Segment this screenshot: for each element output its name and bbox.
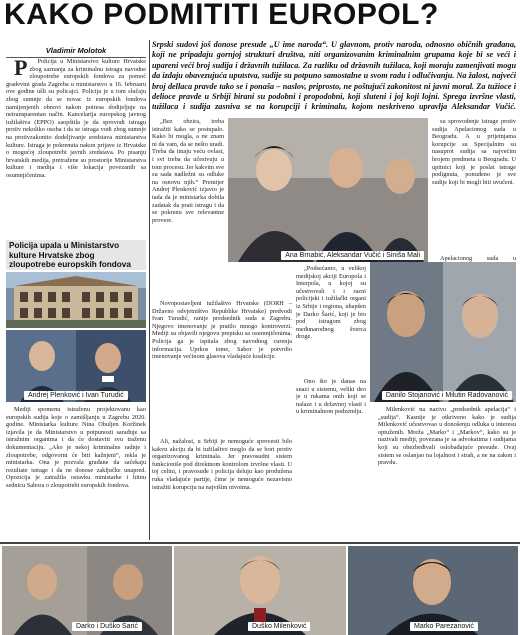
milenkovic-photo — [174, 546, 346, 635]
article-column-3 — [296, 265, 366, 375]
paragraph: Novopostavljeni tužilaštvo Hrvatske (DORH – Državno odvjetništvo Republike Hrvatske) predvodi Ivan Turudić, ranije predsednik suda u Zagrebu. Njegovo imenovanje je pratilo mnogo kontroverzi. Mediji su objavili njegovu prepisku sa osumnjičenima. Policija ga je ispitala zbog navodnog curenja informacija. Uprkos tome, Sabor je potvrdio imenovanje većinom glasova vladajuće koalicije. — [152, 300, 292, 361]
portrait-illustration — [370, 262, 516, 402]
photo-caption: Duško Milenković — [248, 622, 310, 631]
portrait-illustration — [228, 118, 428, 262]
headline: KAKO PODMITITI EUROPOL? — [4, 0, 439, 31]
paragraph: Ono što je danas na snazi u sistemu, veliki deo je u rukama onih koji se nalaze i u državnoj vlasti i u kriminalnom podzemlju. — [296, 378, 366, 416]
building-photo — [6, 272, 146, 328]
bottom-divider — [0, 542, 520, 544]
photo-caption: Darko i Duško Šarić — [72, 622, 142, 631]
article-column-2-lower — [152, 438, 292, 540]
article-column-4 — [432, 118, 516, 250]
article-column-2-continued — [152, 300, 292, 434]
paragraph: Mediji spomenu istraženu projektovanu kao europskih sudija koje o zamišljanju u Zagrebu 2020. godine. Ministarka kulture Nina Obuljen Koržinek izjavila je da Ministarstvo u potpunosti sarađuje sa istražnim organima i da će dostaviti svu traženu dokumentaciju. „Ako je nekoj kriminalne radnje i zloupotrebe, odgovorni će biti kažnjeni“, rekla je ministarka. Ona je pozvala građane da sačekaju rezultate istrage i da ne donose zaključke unapred. Opozicija je zatražila ostavku ministarke i hitnu sednicu Sabora o zloupotrebi europskih fondova. — [6, 406, 146, 489]
author-byline: Vladimir Molotok — [6, 46, 146, 58]
paragraph: „Podsećamo, u velikoj medijskoj akciji Europola i Interpola, u kojoj su učestvovali i i razni policijski i tužilački organi iz Srbije i regiona, uhapšen je Darko Šarić, koji je bio pod istragom zbog međunarodnog šverca droge. — [296, 265, 366, 341]
drop-cap: P — [14, 58, 28, 80]
masthead — [0, 0, 520, 42]
parezanovic-photo — [348, 546, 518, 635]
article-column-3-continued — [296, 378, 366, 434]
article-column-1 — [6, 58, 146, 236]
photo-caption: Ana Brnabić, Aleksandar Vučić i Siniša Mali — [281, 251, 424, 260]
plenkovic-turudic-photo — [6, 330, 146, 402]
article-column-1-continued — [6, 406, 146, 540]
paragraph: su sprovodenje istrage protiv sudija Apelacionog suda u Beogradu. A u prijetnjama korupcije su Specijalnim su nasuprot sudija sa najvećim brojem predmeta u Beogradu. U upitnici koji je poslat istrage podignuta, ponuđeno je sve sudije koji bi mogli biti uvučeni. — [432, 118, 516, 186]
saric-photo — [2, 546, 172, 635]
building-illustration — [6, 272, 146, 328]
paragraph: Milenković na nazivu „predsednik apelacija“ i „sudija“. Kasnije je otkriveno kako je sudija Milenković učestvovao u donošenju odluka u interesu optuženih. Mreža „Marko“ i „Markov“, kako su je nazivali mediji, povezana je sa advokatima i sudijama koji su obezbeđivali oslobađajuće presude. Ovaj sistem se oslanjao na lojalnost i strah, a ne na zakon i pravdu. — [378, 406, 516, 467]
paragraph: „Bez obzira, treba istražiti kako se postupalo. Kako bi mogla, a ne znam ni da vam, da se nešto uradi. Treba da imaju veću ovlast, i svi treba da učestvuju u tom procesu. Jer kakvim sve su sada nadležni su odluke na osnovu njih.“ Premijer Andrej Plenković izjavio je tada da je ministarka dobila zadatak da prati istragu i da se pokrenu sve relevantne provere. — [152, 118, 224, 224]
photo-caption: Marko Parezanović — [410, 622, 478, 631]
paragraph: Ali, nažalost, u Srbiji je nemoguće sprovesti bilo kakvu akciju da bi tužilaštvo moglo da se bori protiv organizovanog kriminala. Jer pravosudni sistem funkcioniše pod direktnom kontrolom izvršne vlasti. U toj celini, i pravosuđe i policija deluju kao produžena ruka vladajuće partije, čime je nemoguće nezavisno istražiti korupciju na najvišim nivoima. — [152, 438, 292, 491]
column-divider — [149, 40, 150, 540]
brnabic-vucic-mali-photo — [228, 118, 428, 262]
paragraph: P Policija u Ministarstvo kulture Hrvatske zbog saznanja za kriminalnu istragu navodne zloupotrebe europskih fondova za pomoć gradevini grada Zagreba u ministarstvo u 16. februaru ove godine ušli su policajci. Policija je u tom slučaju zbog sumnje da se novac iz europskih fondova namijenjenih obnovi nakon potresa dodijeljuje na netransparentan način. Kancelarija europskog javnog tužilaštva (EPPO) saopštila je da sprovodi istragu protiv nekoliko osoba i da se istraga vodi zbog sumnje na protivzakonito dodeljivanje sredstava ministarstva kulture. Istraga je pokrenuta nakon prijave iz Hrvatske o mogućoj zloupotrebi javnih sredstava. Po pisanju hrvatskih medija, pretražene su prostorije Ministarstva kulture i medija i više lokacija povezanih sa osumnjičenima. — [6, 58, 146, 179]
lead-paragraph: Srpski sudovi još donose presude „U ime naroda“. U glavnom, protiv naroda, odnosno običnih građana, koji ne pripadaju gornjoj strukturi društva, niti organizovanim kriminalnim grupama koje bi se veći i upareni veći broj sudija i državnih tužilaca. Za razliku od državnih tužilaca, koji moraju zamenjivati mogu da izdaju obavezujuća uputstva, sudije su potpuno samostalne u svom radu i odlučivanju. Na žalost, najveći broj dellaca pravde tako se i ponaša – naslov, priprosto, ne poštujući zakonitost ni javni moral. Za tužioce i delioce pravde u Srbiji birani su podobni i propodobni, koji sluteni i joj koji lojni. Sprega izvršne vlasti, tužilaca i sudija zasniva se na korupciji i kriminalu, kojom neskriveno upravlja Aleksandar Vučić. — [152, 40, 516, 112]
photo-caption: Andrej Plenković i Ivan Turudić — [24, 391, 128, 400]
stojanovic-radovanovic-photo — [370, 262, 516, 402]
article-column-4-lower — [378, 406, 516, 540]
sidebar-box-title: Policija upala u Ministarstvo kulture Hrvatske zbog zloupotrebe europskih fondova — [6, 240, 146, 270]
photo-caption: Danilo Stojanović i Milutin Radovanović — [382, 391, 512, 400]
paragraph: Apelacionog suda u — [440, 255, 516, 262]
